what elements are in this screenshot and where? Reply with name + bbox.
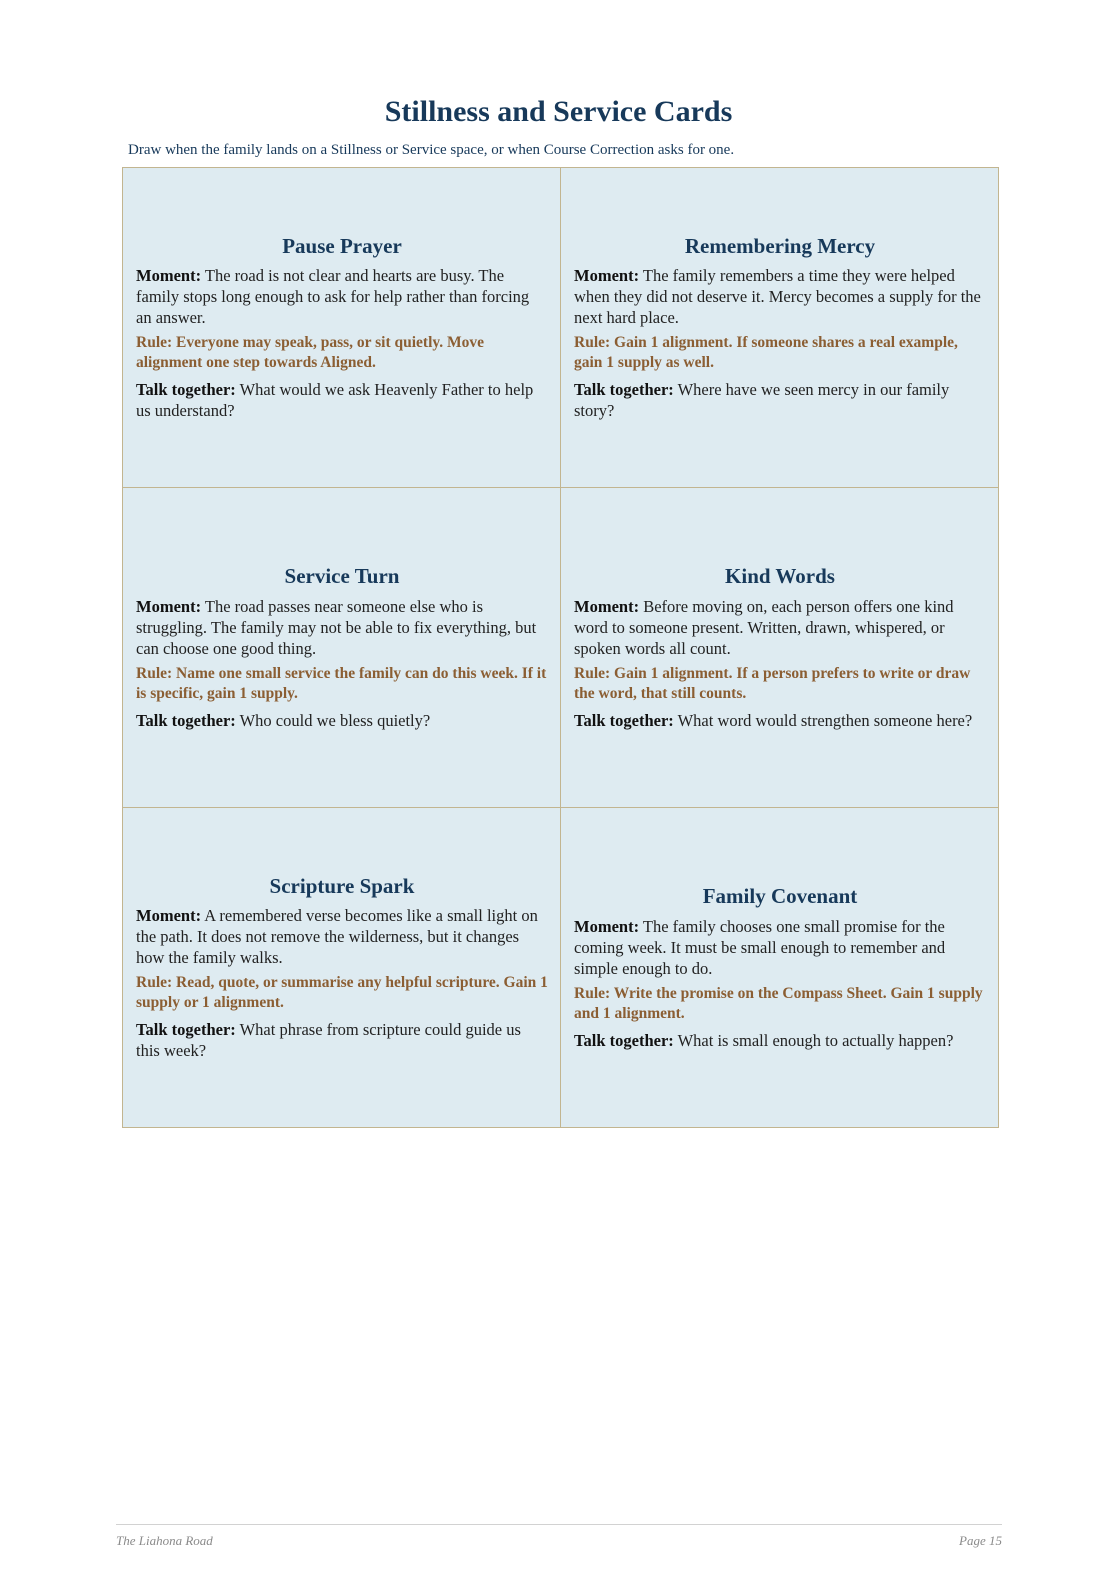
card-talk [574, 379, 986, 421]
card-title: Pause Prayer [282, 233, 402, 258]
card-title: Remembering Mercy [684, 233, 876, 258]
card-talk [136, 379, 548, 421]
moment-label: Moment: [574, 916, 640, 936]
talk-label: Talk together: [136, 380, 236, 400]
footer-book-title: The Liahona Road [116, 1533, 213, 1548]
card-talk [136, 710, 548, 731]
moment-text: A remembered verse becomes like a small light on the path. It does not remove the wilderness, but it changes how the family walks. [136, 906, 538, 968]
card-rule: Rule: Name one small service the family can do this week. If it is specific, gain 1 supply. [136, 664, 547, 702]
page-title: Stillness and Service Cards [384, 95, 733, 128]
moment-text: Before moving on, each person offers one kind word to someone present. Written, drawn, whispered, or spoken words all count. [574, 596, 954, 658]
card-title: Kind Words [725, 564, 835, 589]
card-moment [136, 265, 548, 328]
card-moment [136, 905, 548, 968]
card-scripture-spark [123, 808, 561, 1128]
card-moment [574, 596, 986, 659]
card-kind-words [561, 488, 999, 808]
card-moment [574, 265, 986, 328]
card-title: Scripture Spark [269, 873, 415, 898]
card-moment [574, 916, 986, 979]
card-talk [136, 1019, 548, 1061]
talk-text: What word would strengthen someone here? [677, 710, 973, 730]
talk-label: Talk together: [574, 380, 674, 400]
card-grid [122, 167, 999, 1128]
talk-text: What would we ask Heavenly Father to help us understand? [136, 380, 534, 421]
moment-label: Moment: [136, 266, 202, 286]
card-title: Service Turn [284, 564, 400, 589]
moment-text: The road is not clear and hearts are busy. The family stops long enough to ask for help rather than forcing an answer. [136, 266, 530, 328]
card-rule: Rule: Write the promise on the Compass Sheet. Gain 1 supply and 1 alignment. [574, 984, 983, 1022]
card-talk [574, 710, 986, 731]
card-family-covenant [561, 808, 999, 1128]
footer-page-number: Page 15 [959, 1533, 1002, 1548]
card-rule: Rule: Everyone may speak, pass, or sit quietly. Move alignment one step towards Aligned. [136, 334, 485, 372]
moment-label: Moment: [136, 596, 202, 616]
card-remembering-mercy [561, 168, 999, 488]
card-talk [574, 1030, 986, 1051]
card-service-turn [123, 488, 561, 808]
moment-label: Moment: [574, 596, 640, 616]
talk-label: Talk together: [136, 710, 236, 730]
card-moment [136, 596, 548, 659]
talk-label: Talk together: [136, 1020, 236, 1040]
moment-text: The family chooses one small promise for the coming week. It must be small enough to remember and simple enough to do. [574, 916, 946, 978]
moment-label: Moment: [136, 906, 202, 926]
card-pause-prayer [123, 168, 561, 488]
talk-text: Who could we bless quietly? [239, 710, 431, 730]
talk-label: Talk together: [574, 1030, 674, 1050]
moment-label: Moment: [574, 266, 640, 286]
moment-text: The family remembers a time they were helped when they did not deserve it. Mercy becomes a supply for the next hard place. [574, 266, 981, 328]
moment-text: The road passes near someone else who is struggling. The family may not be able to fix everything, but can choose one good thing. [136, 596, 537, 658]
card-rule: Rule: Gain 1 alignment. If a person prefers to write or draw the word, that still counts. [574, 664, 971, 702]
talk-text: What is small enough to actually happen? [677, 1030, 954, 1050]
card-title: Family Covenant [702, 884, 858, 909]
page-intro: Draw when the family lands on a Stillness or Service space, or when Course Correction asks for one. [128, 142, 735, 158]
card-rule: Rule: Gain 1 alignment. If someone shares a real example, gain 1 supply as well. [574, 334, 958, 372]
card-rule: Rule: Read, quote, or summarise any helpful scripture. Gain 1 supply or 1 alignment. [136, 974, 548, 1012]
talk-text: What phrase from scripture could guide us this week? [136, 1020, 521, 1061]
talk-text: Where have we seen mercy in our family story? [574, 380, 950, 421]
footer-divider [116, 1524, 1002, 1525]
talk-label: Talk together: [574, 710, 674, 730]
